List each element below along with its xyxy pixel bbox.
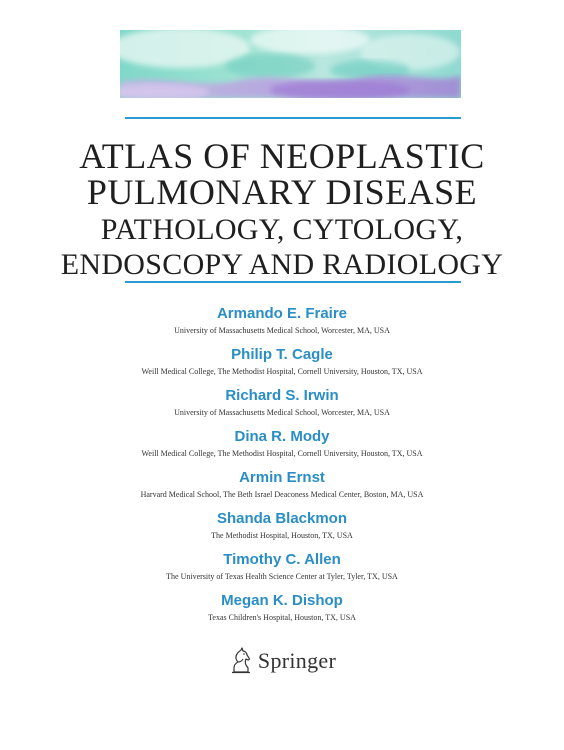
- author-affiliation: University of Massachusetts Medical School, Worcester, MA, USA: [174, 326, 390, 335]
- author-name: Megan K. Dishop: [221, 592, 343, 609]
- author-affiliation: University of Massachusetts Medical School, Worcester, MA, USA: [174, 408, 390, 417]
- author-affiliation: Weill Medical College, The Methodist Hospital, Cornell University, Houston, TX, USA: [141, 367, 423, 376]
- author-affiliation: Weill Medical College, The Methodist Hospital, Cornell University, Houston, TX, USA: [141, 449, 423, 458]
- author-name: Armando E. Fraire: [216, 305, 348, 322]
- watercolor-banner: [120, 30, 461, 98]
- author-name: Dina R. Mody: [234, 428, 330, 445]
- author-name: Philip T. Cagle: [231, 346, 333, 363]
- author-entry: [0, 304, 564, 345]
- author-affiliation: The Methodist Hospital, Houston, TX, USA: [211, 531, 353, 540]
- author-entry: [0, 345, 564, 386]
- book-subtitle-line-1: PATHOLOGY, CYTOLOGY,: [100, 213, 464, 246]
- author-name: Timothy C. Allen: [223, 551, 341, 568]
- author-entry: [0, 468, 564, 509]
- book-title-line-1: ATLAS OF NEOPLASTIC: [79, 136, 485, 176]
- publisher-name: Springer: [257, 648, 337, 673]
- author-entry: [0, 591, 564, 632]
- book-subtitle-line-2: ENDOSCOPY AND RADIOLOGY: [60, 248, 504, 281]
- author-list: [0, 304, 564, 632]
- bottom-divider-rule: [125, 281, 461, 283]
- author-entry: [0, 550, 564, 591]
- author-name: Armin Ernst: [239, 469, 325, 486]
- author-name: Richard S. Irwin: [225, 387, 339, 404]
- author-affiliation: Texas Children's Hospital, Houston, TX, USA: [208, 613, 356, 622]
- author-name: Shanda Blackmon: [216, 510, 348, 527]
- top-divider-rule: [125, 117, 461, 119]
- publisher-mark: [0, 643, 564, 679]
- author-entry: [0, 509, 564, 550]
- author-affiliation: Harvard Medical School, The Beth Israel Deaconess Medical Center, Boston, MA, USA: [140, 490, 424, 499]
- springer-horse-icon: [228, 647, 254, 675]
- book-title-line-2: PULMONARY DISEASE: [86, 172, 478, 212]
- author-entry: [0, 386, 564, 427]
- author-affiliation: The University of Texas Health Science Center at Tyler, Tyler, TX, USA: [166, 572, 398, 581]
- watercolor-banner-art: [120, 30, 461, 98]
- author-entry: [0, 427, 564, 468]
